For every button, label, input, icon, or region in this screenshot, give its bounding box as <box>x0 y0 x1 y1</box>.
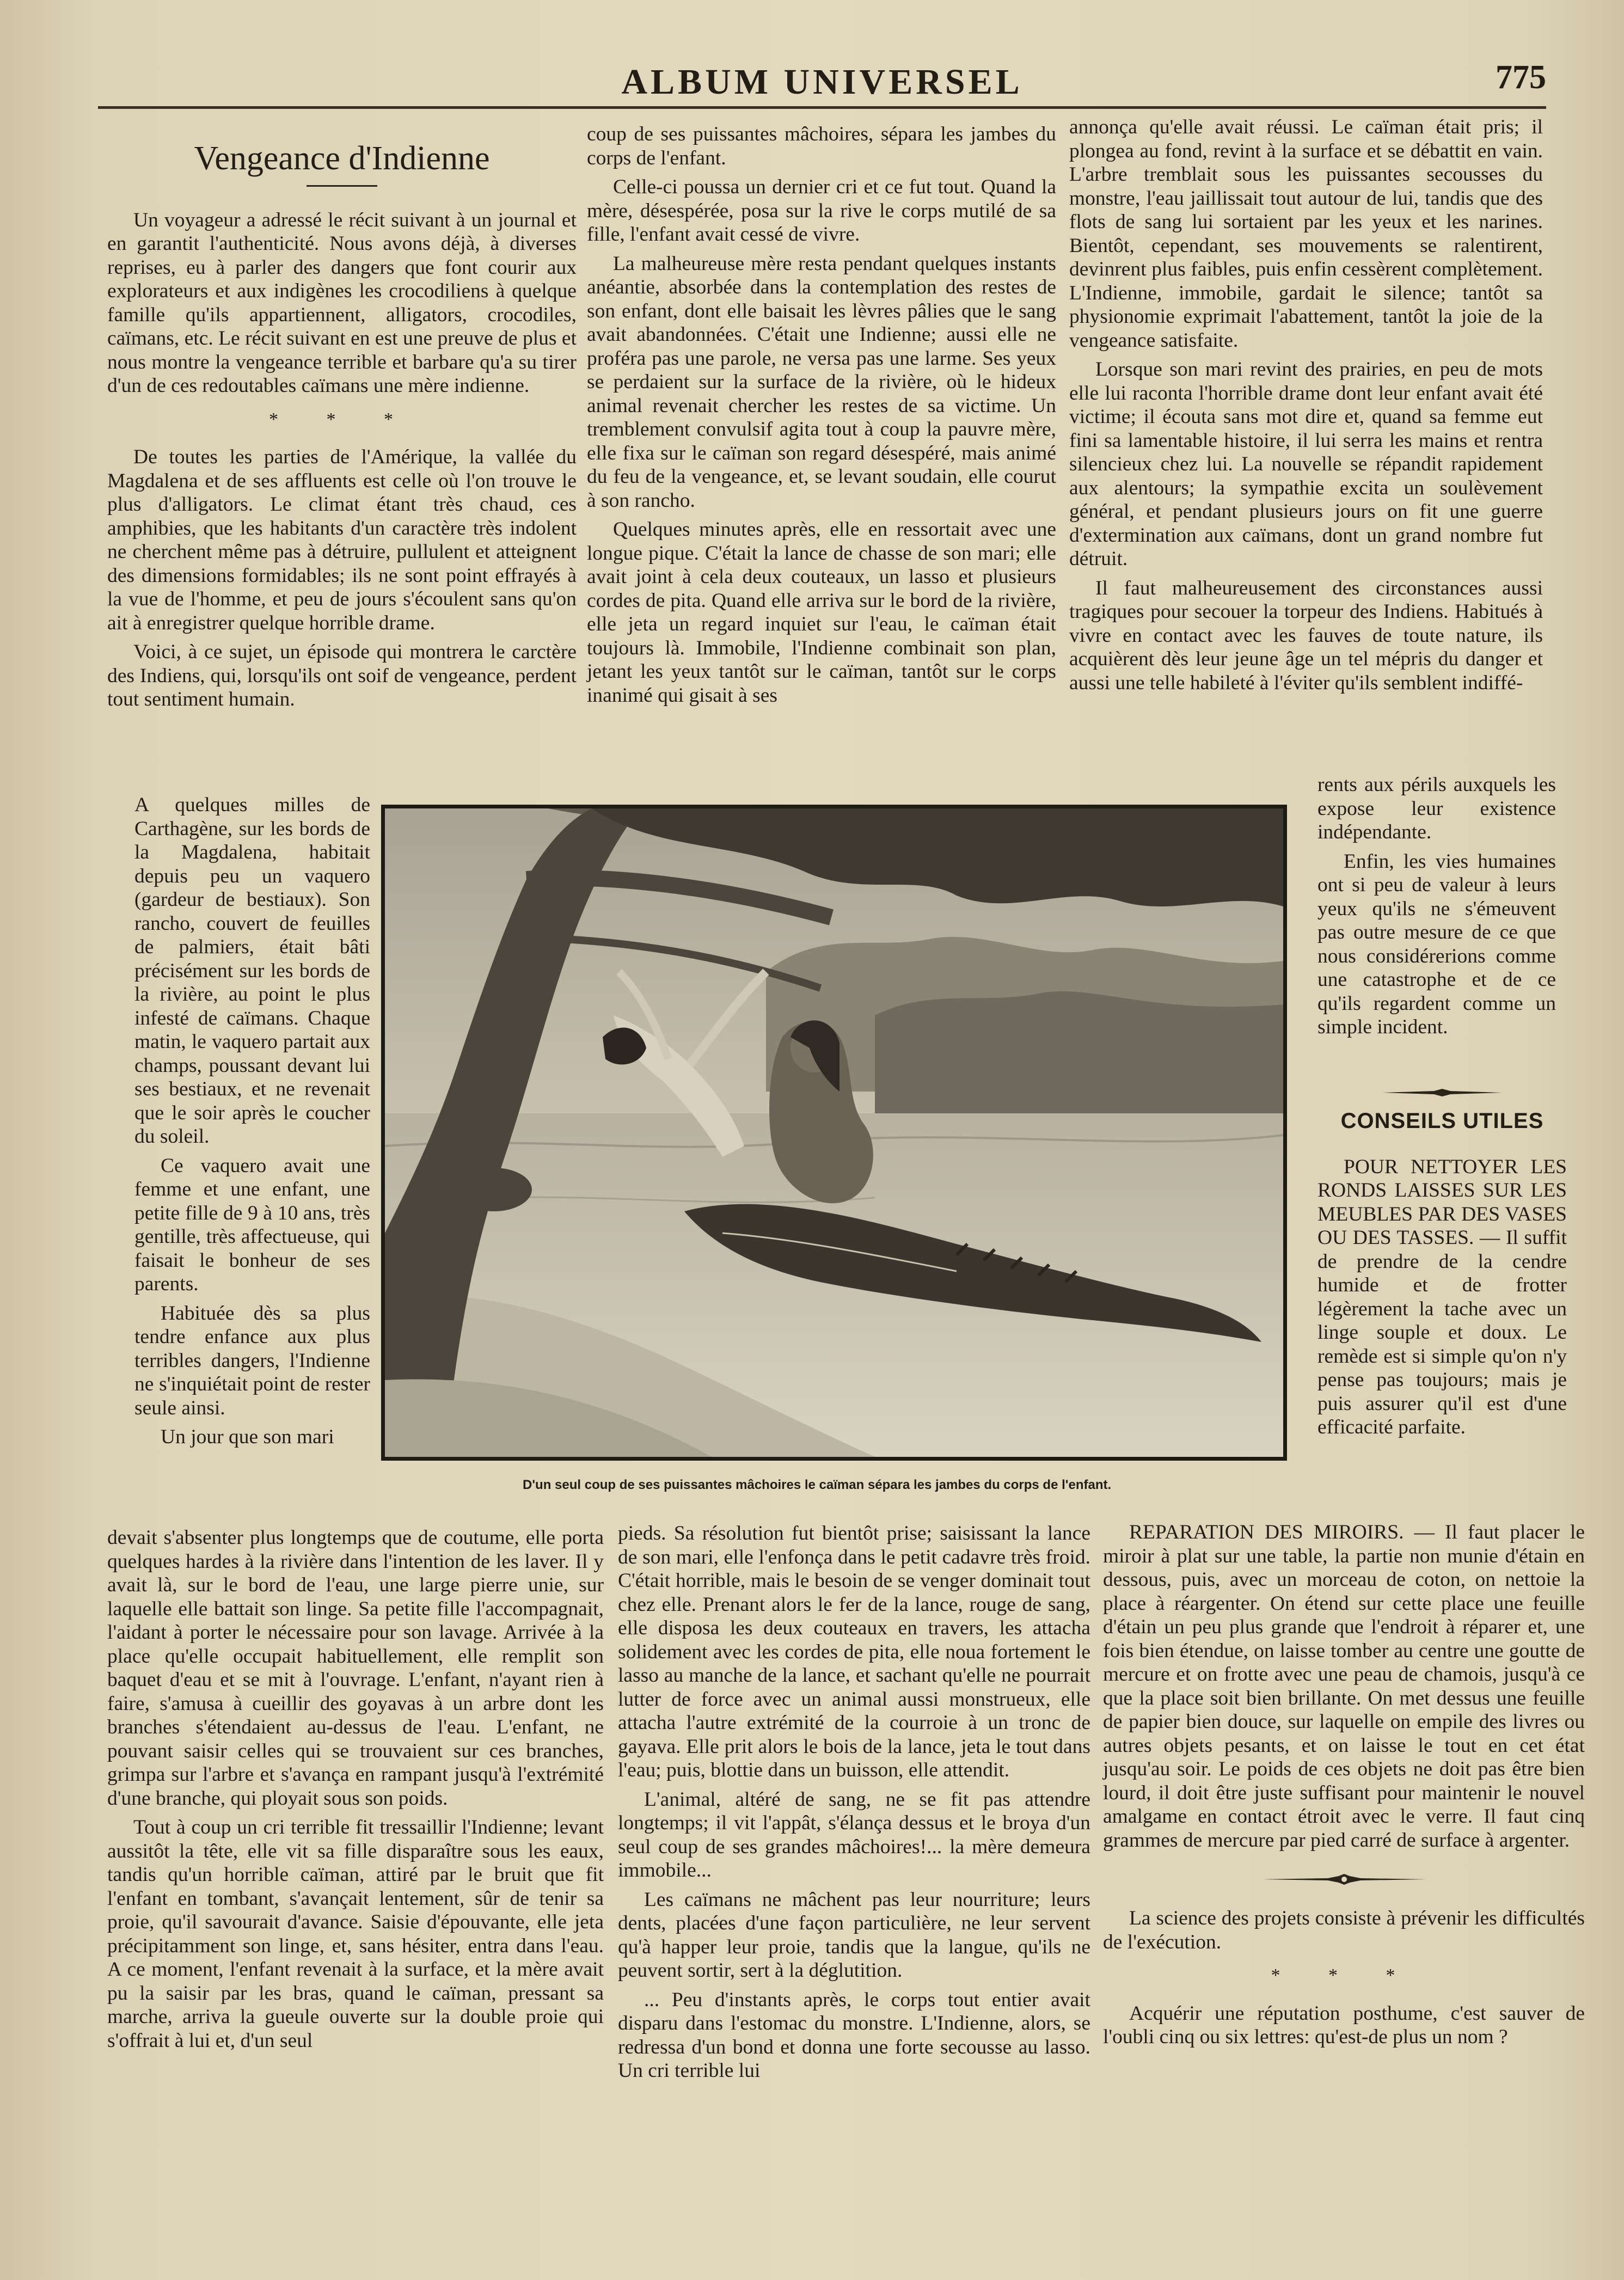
title-rule <box>307 185 377 187</box>
column-3-top <box>1069 115 1543 695</box>
paragraph: Enfin, les vies humaines ont si peu de valeur à leurs yeux qu'ils ne s'émeuvent pas outre mesure de ce que nous considérerions comme une catastrophe et de ce qu'ils regardent comme un simple incident. <box>1317 850 1556 1038</box>
maxim-2: Acquérir une réputation posthume, c'est sauver de l'oubli cinq ou six lettres: qu'est-de plus un nom ? <box>1103 2002 1585 2048</box>
page-number: 775 <box>1496 59 1546 96</box>
column-2-top <box>587 122 1056 707</box>
paragraph: Quelques minutes après, elle en ressortait avec une longue pique. C'était la lance de chasse de son mari; elle avait joint à cela deux couteaux, un lasso et plusieurs cordes de pita. Quand elle arriva sur le bord de la rivière, elle jeta un regard inquiet sur l'eau, le caïman était toujours là. Immobile, l'Indienne combinait son plan, jetant les yeux tantôt sur le caïman, tantôt sur le corps inanimé qui gisait à ses <box>587 518 1056 707</box>
paragraph: Celle-ci poussa un dernier cri et ce fut tout. Quand la mère, désespérée, posa sur la rive le corps mutilé de sa fille, l'enfant avait cessé de vivre. <box>587 176 1056 246</box>
paragraph: Habituée dès sa plus tendre enfance aux plus terribles dangers, l'Indienne ne s'inquiétait point de rester seule ainsi. <box>134 1302 370 1419</box>
maxim-separator: * * * <box>1271 1965 1417 1985</box>
conseils-title: CONSEILS UTILES <box>1340 1109 1544 1133</box>
paragraph: La malheureuse mère resta pendant quelques instants anéantie, absorbée dans la contemplation des restes de son enfant, dont elle baisait les lèvres pâlies que le sang avait abandonnées. C'était une Indienne; aussi elle ne proféra pas une parole, ne versa pas une larme. Ses yeux se perdaient sur la surface de la rivière, où le hideux animal revenait chercher les restes de sa victime. Un tremblement convulsif agita tout à coup la pauvre mère, elle fixa sur le caïman son regard désespéré, mais animé du feu de la vengeance, et, se levant soudain, elle courut à son rancho. <box>587 252 1056 512</box>
paragraph: Lorsque son mari revint des prairies, en peu de mots elle lui raconta l'horrible drame dont leur enfant avait été victime; il écouta sans mot dire et, quand sa femme eut fini sa lamentable histoire, il lui serra les mains et rentra silencieux chez lui. La nouvelle se répandit rapidement aux alentours; la sympathie excita un soulèvement général, et pendant plusieurs jours on fit une guerre d'extermination aux caïmans, dont un grand nombre fut détruit. <box>1069 358 1543 570</box>
masthead <box>98 57 1546 109</box>
paragraph: Les caïmans ne mâchent pas leur nourriture; leurs dents, placées d'une façon particulière, ne leur servent qu'à happer leur proie, tandis que la langue, qu'ils ne peuvent sortir, sert à la déglutition. <box>618 1888 1090 1982</box>
paragraph: Voici, à ce sujet, un épisode qui montrera le carctère des Indiens, qui, lorsqu'ils ont soif de vengeance, perdent tout sentiment humain. <box>107 641 577 710</box>
illustration <box>381 805 1287 1461</box>
column-2-bottom <box>618 1522 1090 2083</box>
conseils-item-1: POUR NETTOYER LES RONDS LAISSES SUR LES MEUBLES PAR DES VASES OU DES TASSES. — Il suffit de prendre de la cendre humide et de frotter légèrement la tache avec un linge souple et doux. Le remède est si simple qu'on n'y pense pas toujours; mais je puis assurer qu'il est d'une efficacité parfaite. <box>1317 1155 1567 1438</box>
maxim-1: La science des projets consiste à prévenir les difficultés de l'exécution. <box>1103 1907 1585 1953</box>
publication-title: ALBUM UNIVERSEL <box>621 62 1023 102</box>
paragraph: Il faut malheureusement des circonstances aussi tragiques pour secouer la torpeur des Indiens. Habitués à vivre en contact avec les fauves de toute nature, ils acquièrent dès leur jeune âge un tel mépris du danger et aussi une telle habileté à l'éviter qu'ils semblent indiffé- <box>1069 577 1543 694</box>
column-3-narrow <box>1317 773 1556 1039</box>
column-1-narrow <box>134 793 370 1449</box>
paragraph: Ce vaquero avait une femme et une enfant, une petite fille de 9 à 10 ans, très gentille, très affectueuse, qui faisait le bonheur de ses parents. <box>134 1154 370 1295</box>
column-1-bottom <box>107 1526 604 2052</box>
paragraph: De toutes les parties de l'Amérique, la vallée du Magdalena et de ses affluents est celle où l'on trouve le plus d'alligators. Le climat étant très chaud, ces amphibies, que les habitants d'un caractère très indolent ne cherchent même pas à détruire, pullulent et atteignent des dimensions formidables; ils ne sont point effrayés à la vue de l'homme, et peu de jours s'écoulent sans qu'on ait à enregistrer quelque horrible drame. <box>107 446 577 634</box>
conseils-item-2: REPARATION DES MIROIRS. — Il faut placer le miroir à plat sur une table, la partie non munie d'étain en dessous, puis, avec un morceau de coton, on nettoie la place à réargenter. On étend sur cette place une feuille d'étain un peu plus grande que l'endroit à réparer et, une fois bien étendue, on laisse tomber au centre une goutte de mercure et on frotte avec une peau de chamois, jusqu'à ce que la place soit bien brillante. On met dessus une feuille de papier bien douce, sur laquelle on empile des livres ou autres objets pesants, et on laisse le tout en cet état jusqu'au soir. Le poids de ces objets ne doit pas être bien lourd, il doit être juste suffisant pour maintenir le nouvel amalgame en contact étroit avec le verre. Il faut cinq grammes de mercure par pied carré de surface à argenter. <box>1103 1521 1585 1852</box>
paragraph: devait s'absenter plus longtemps que de coutume, elle porta quelques hardes à la rivière dans l'intention de les laver. Il y avait là, sur le bord de l'eau, une large pierre unie, sur laquelle elle battait son linge. Sa petite fille l'accompagnait, l'aidant à porter le nécessaire pour son lavage. Arrivée à la place qu'elle occupait habituellement, elle remplit son baquet d'eau et se mit à l'ouvrage. L'enfant, n'ayant rien à faire, s'amusa à cueillir des goyavas à un arbre dont les branches s'étendaient au-dessus de l'eau. L'enfant, ne pouvant saisir celles qui se trouvaient sur ces branches, grimpa sur l'arbre et s'avança en rampant jusqu'à l'extrémité d'une branche, qui ployait sous son poids. <box>107 1527 604 1810</box>
paragraph: pieds. Sa résolution fut bientôt prise; saisissant la lance de son mari, elle l'enfonça dans le petit cadavre très froid. C'était horrible, mais le besoin de se venger dominait tout chez elle. Prenant alors le fer de la lance, rouge de sang, elle disposa les deux couteaux en travers, les attacha solidement avec les cordes de pita, elle noua fortement le lasso au manche de la lance, et sachant qu'elle ne pourrait lutter de force avec un animal aussi monstrueux, elle attacha l'autre extrémité de la courroie à un tronc de gayava. Elle prit alors le bois de la lance, jeta le tout dans l'eau; puis, blottie dans un buisson, elle attendit. <box>618 1522 1090 1781</box>
paragraph: coup de ses puissantes mâchoires, sépara les jambes du corps de l'enfant. <box>587 123 1056 169</box>
paragraph: L'animal, altéré de sang, ne se fit pas attendre longtemps; il vit l'appât, s'élança dessus et le broya d'un seul coup de ses grandes mâchoires!... la mère demeura immobile... <box>618 1788 1090 1881</box>
article-title: Vengeance d'Indienne <box>194 140 490 177</box>
article-intro: Un voyageur a adressé le récit suivant à un journal et en garantit l'authenticité. Nous avons déjà, à diverses reprises, eu à parler des dangers que font courir aux explorateurs et aux indigènes les crocodiliens à quelque famille qu'ils appartiennent, alligators, crocodiles, caïmans, etc. Le récit suivant en est une preuve de plus et nous montre la vengeance terrible et barbare qu'a su tirer d'un de ces redoutables caïmans une mère indienne. <box>107 209 577 397</box>
section-separator: * * * <box>269 409 415 430</box>
paragraph: Tout à coup un cri terrible fit tressaillir l'Indienne; levant aussitôt la tête, elle vit sa fille disparaître sous les eaux, tandis qu'un horrible caïman, attiré par le bruit que fit l'enfant en tombant, s'avançait lentement, sûr de tenir sa proie, qu'il savourait d'avance. Saisie d'épouvante, elle jeta précipitamment son linge, et, sans hésiter, entra dans l'eau. A ce moment, l'enfant revenait à la surface, et la mère avait pu la saisir par les bras, quand le caïman, pressant sa marche, arriva la gueule ouverte sur la double proie qui s'offrait à lui et, d'un seul <box>107 1816 604 2052</box>
paragraph: ... Peu d'instants après, le corps tout entier avait disparu dans l'estomac du monstre. L'Indienne, alors, se redressa d'un bond et donna une forte secousse au lasso. Un cri terrible lui <box>618 1988 1090 2082</box>
paragraph: A quelques milles de Carthagène, sur les bords de la Magdalena, habitait depuis peu un vaquero (gardeur de bestiaux). Son rancho, couvert de feuilles de palmiers, était bâti précisément sur les bords de la rivière, au point le plus infesté de caïmans. Chaque matin, le vaquero partait aux champs, poussant devant lui ses bestiaux, et ne revenait que le soir après le coucher du soleil. <box>134 794 370 1148</box>
column-1-top <box>107 136 577 712</box>
ornament-rule <box>1263 1874 1426 1885</box>
conseils-item-2-block <box>1103 1521 1585 2049</box>
conseils-section <box>1317 1089 1567 1439</box>
illustration-caption: D'un seul coup de ses puissantes mâchoires le caïman sépara les jambes du corps de l'enfant. <box>523 1478 1112 1492</box>
paragraph: annonça qu'elle avait réussi. Le caïman était pris; il plongea au fond, revint à la surface et se débattit en vain. L'arbre tremblait sous les puissantes secousses du monstre, l'eau jaillissait tout autour de lui, tandis que des flots de sang lui sortaient par les yeux et les narines. Bientôt, cependant, ses mouvements se ralentirent, devinrent plus faibles, puis enfin cessèrent complètement. L'Indienne, immobile, gardait le silence; tantôt sa physionomie exprimait l'abattement, tantôt la joie de la vengeance satisfaite. <box>1069 116 1543 352</box>
ornament-rule <box>1382 1089 1502 1096</box>
paragraph: Un jour que son mari <box>161 1426 334 1448</box>
illustration-drawing <box>385 808 1283 1457</box>
paragraph: rents aux périls auxquels les expose leur existence indépendante. <box>1317 774 1556 843</box>
